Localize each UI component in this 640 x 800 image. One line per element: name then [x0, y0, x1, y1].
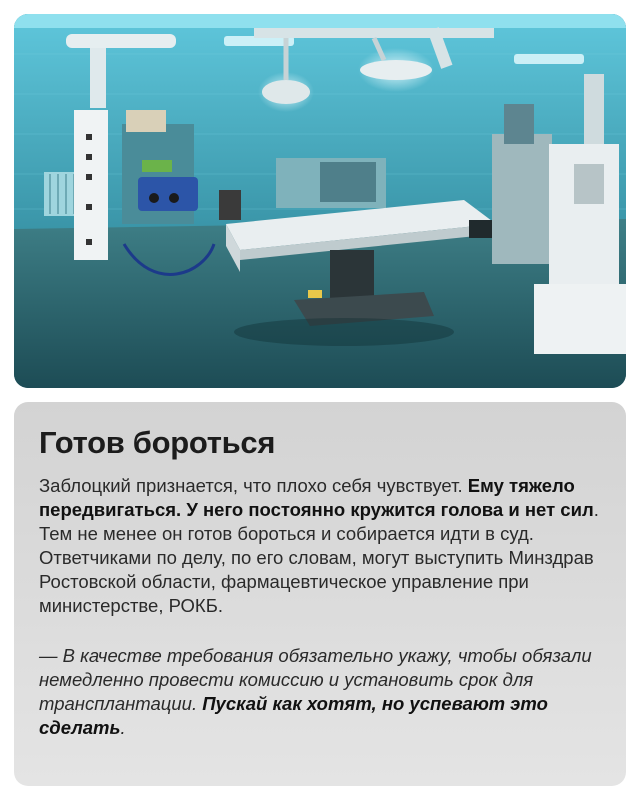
quote-text-1: — В качестве требования обязательно укажу, чтобы обязали немедленно провести комиссию и установить срок для трансплантации. [39, 645, 592, 714]
article-paragraph-1 [39, 474, 608, 618]
paragraph-1-bold-text: Ему тяжело передвигаться. У него постоянно кружится голова и нет сил [39, 475, 594, 520]
paragraph-1-text-1: Заблоцкий признается, что плохо себя чувствует. [39, 475, 468, 496]
article-card [14, 402, 626, 786]
quote-bold-text: Пускай как хотят, но успевают это сделать [39, 693, 548, 738]
article-quote [39, 644, 608, 740]
quote-text-2: . [120, 717, 126, 738]
operating-room-illustration [14, 14, 626, 388]
article-title: Готов бороться [39, 425, 276, 460]
operating-room-photo [14, 14, 626, 388]
paragraph-1-text-2: . Тем не менее он готов бороться и собирается идти в суд. Ответчиками по делу, по его словам, могут выступить Минздрав Ростовской области, фармацевтическое управление при министерстве, РОКБ. [39, 499, 599, 616]
